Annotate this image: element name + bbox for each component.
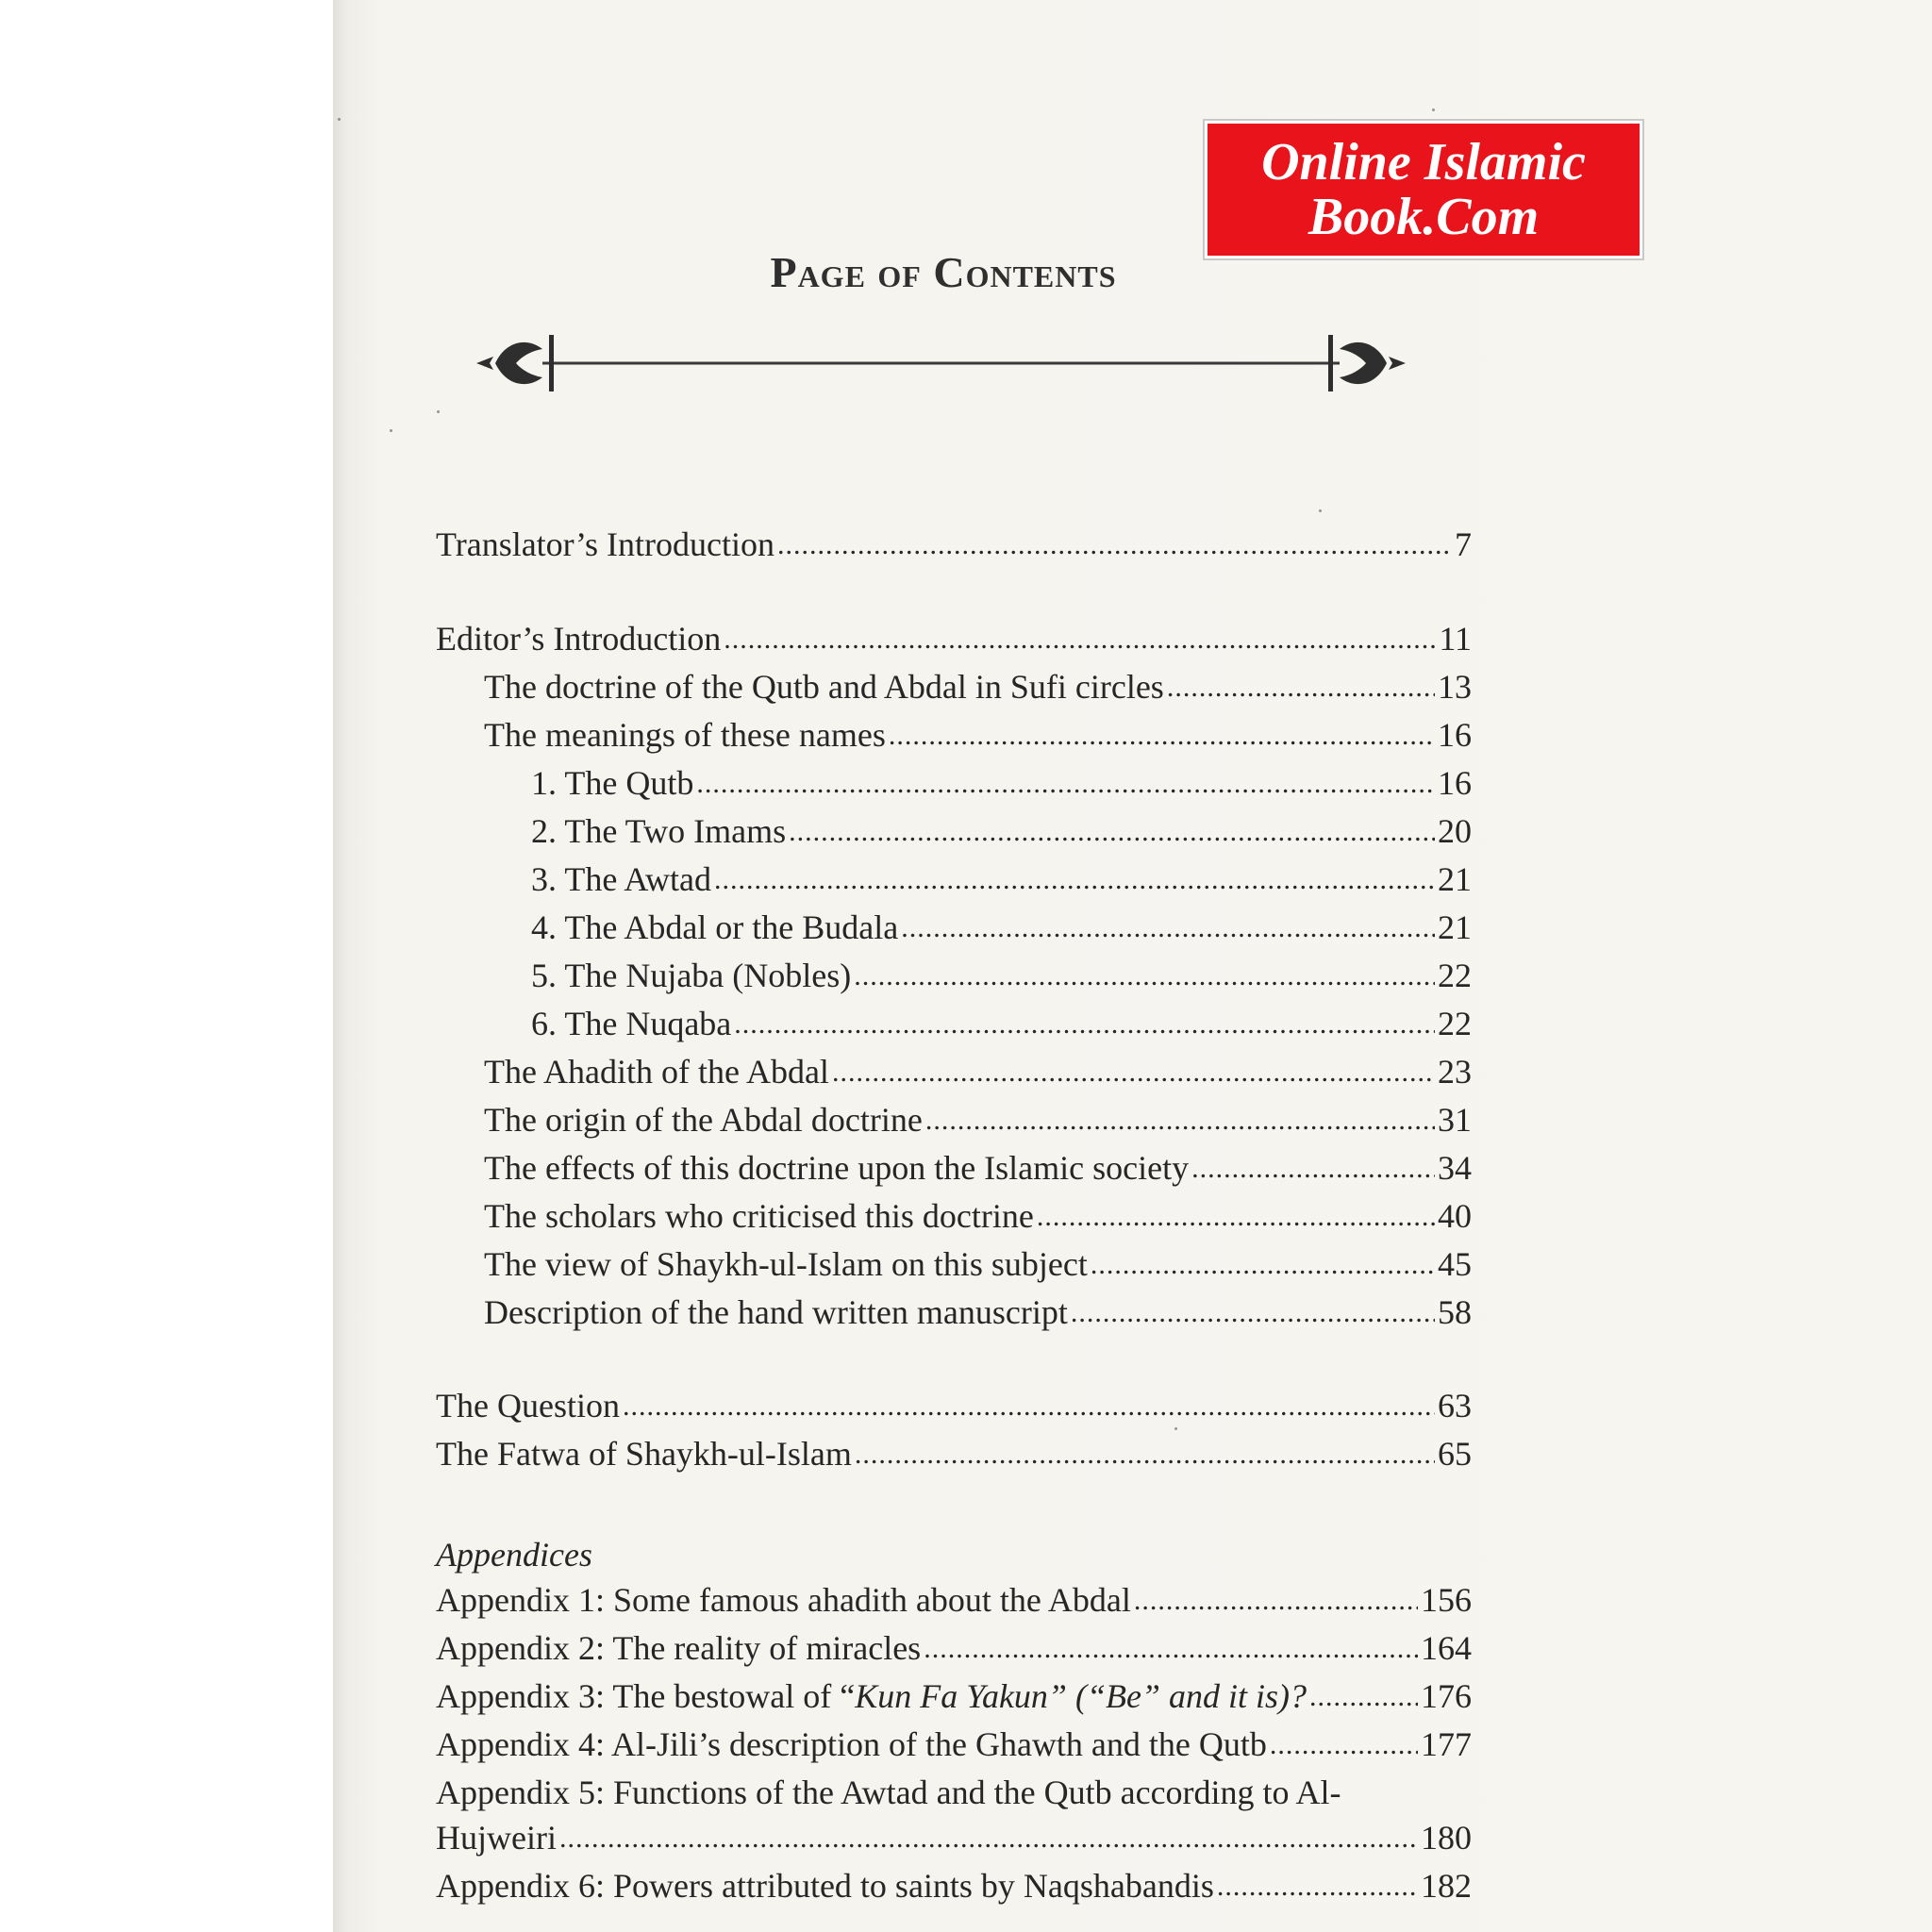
page-number: 45 xyxy=(1438,1245,1472,1283)
right-flourish-icon xyxy=(1328,335,1406,391)
dot-leader xyxy=(889,710,1435,758)
page-number: 22 xyxy=(1438,1005,1472,1042)
toc-entry-the-fatwa[interactable]: The Fatwa of Shaykh-ul-Islam ..... 65 xyxy=(436,1431,1472,1479)
dot-leader xyxy=(854,951,1435,999)
left-margin xyxy=(0,0,333,1932)
toc-entry-appendix-6[interactable]: Appendix 6: Powers attributed to saints by Naqshabandis ..... 182 xyxy=(436,1863,1472,1911)
page-number: 156 xyxy=(1421,1581,1472,1619)
speck xyxy=(390,429,392,432)
page-number: 176 xyxy=(1421,1677,1472,1715)
dot-leader xyxy=(1217,1861,1418,1909)
toc-entry-appendix-3[interactable] xyxy=(436,1674,1472,1722)
page-number: 40 xyxy=(1438,1197,1472,1235)
toc-entry-nuqaba[interactable]: 6. The Nuqaba ..... 22 xyxy=(436,1001,1472,1049)
speck xyxy=(437,410,440,413)
toc-entry-appendix-1[interactable]: Appendix 1: Some famous ahadith about the Abdal ..... 156 xyxy=(436,1577,1472,1625)
toc-entry-translators-introduction[interactable]: Translator’s Introduction ..... 7 xyxy=(436,522,1472,570)
appendices-heading: Appendices xyxy=(436,1536,592,1574)
dot-leader xyxy=(777,520,1452,568)
toc-entry-manuscript-description[interactable]: Description of the hand written manuscript ..... 58 xyxy=(436,1290,1472,1338)
dot-leader xyxy=(1071,1288,1435,1336)
page-title: Page of Contents xyxy=(770,248,1117,296)
dot-leader xyxy=(623,1381,1435,1429)
dot-leader xyxy=(1270,1720,1418,1768)
dot-leader xyxy=(1091,1240,1435,1288)
dot-leader xyxy=(1167,662,1435,710)
toc-entry-view-shaykh-ul-islam[interactable]: The view of Shaykh-ul-Islam on this subject ..... 45 xyxy=(436,1241,1472,1290)
page-number: 182 xyxy=(1421,1867,1472,1905)
table-of-contents xyxy=(436,522,1472,1911)
speck xyxy=(1432,108,1435,111)
page-number: 16 xyxy=(1438,764,1472,802)
toc-entry-appendix-5-line-1[interactable]: Appendix 5: Functions of the Awtad and the Qutb according to Al- xyxy=(436,1774,1341,1811)
toc-entry-ahadith-of-abdal[interactable]: The Ahadith of the Abdal ..... 23 xyxy=(436,1049,1472,1097)
page-number: 58 xyxy=(1438,1293,1472,1331)
page-number: 22 xyxy=(1438,957,1472,994)
toc-entry-qutb[interactable]: 1. The Qutb ..... 16 xyxy=(436,760,1472,808)
page-number: 21 xyxy=(1438,908,1472,946)
dot-leader xyxy=(832,1047,1435,1095)
toc-entry-origin-abdal-doctrine[interactable]: The origin of the Abdal doctrine ..... 31 xyxy=(436,1097,1472,1145)
page-number: 23 xyxy=(1438,1053,1472,1091)
page-number: 65 xyxy=(1438,1435,1472,1473)
dot-leader xyxy=(789,807,1435,855)
toc-entry-editors-introduction[interactable]: Editor’s Introduction ..... 11 xyxy=(436,616,1472,664)
page-number: 177 xyxy=(1421,1725,1472,1763)
page-number: 7 xyxy=(1455,525,1472,563)
dot-leader xyxy=(925,1095,1435,1143)
page-number: 164 xyxy=(1421,1629,1472,1667)
dot-leader xyxy=(724,614,1436,662)
page-number: 180 xyxy=(1421,1819,1472,1857)
appendix-3-italic-title: Kun Fa Yakun” (“Be” and it is)? xyxy=(855,1677,1307,1715)
page-number: 11 xyxy=(1439,620,1472,658)
toc-entry-nujaba[interactable]: 5. The Nujaba (Nobles) ..... 22 xyxy=(436,953,1472,1001)
left-flourish-icon xyxy=(476,335,554,391)
page-number: 21 xyxy=(1438,860,1472,898)
watermark-logo xyxy=(1205,121,1642,258)
toc-entry-the-question[interactable]: The Question ..... 63 xyxy=(436,1383,1472,1431)
logo-line-2: Book.Com xyxy=(1307,188,1540,246)
page-number: 63 xyxy=(1438,1387,1472,1424)
page-number: 13 xyxy=(1438,668,1472,706)
toc-entry-two-imams[interactable]: 2. The Two Imams ..... 20 xyxy=(436,808,1472,857)
dot-leader xyxy=(734,999,1435,1047)
speck xyxy=(338,118,341,121)
appendix-3-prefix: Appendix 3: The bestowal of “ xyxy=(436,1677,856,1715)
toc-entry-appendix-4[interactable]: Appendix 4: Al-Jili’s description of the Ghawth and the Qutb ..... 177 xyxy=(436,1722,1472,1770)
dot-leader xyxy=(855,1429,1435,1477)
dot-leader xyxy=(924,1624,1418,1672)
page-number: 31 xyxy=(1438,1101,1472,1139)
toc-entry-meanings-of-names[interactable]: The meanings of these names ..... 16 xyxy=(436,712,1472,760)
toc-entry-effects-of-doctrine[interactable]: The effects of this doctrine upon the Islamic society ..... 34 xyxy=(436,1145,1472,1193)
logo-line-1: Online Islamic xyxy=(1261,133,1586,192)
dot-leader xyxy=(714,855,1435,903)
dot-leader xyxy=(1309,1672,1418,1720)
dot-leader xyxy=(696,758,1435,807)
page-number: 20 xyxy=(1438,812,1472,850)
toc-entry-scholars-criticised[interactable]: The scholars who criticised this doctrine ..... 40 xyxy=(436,1193,1472,1241)
page-number: 16 xyxy=(1438,716,1472,754)
dot-leader xyxy=(1134,1575,1418,1624)
ornamental-divider xyxy=(476,330,1406,396)
toc-entry-appendix-5[interactable]: Hujweiri ..... 180 xyxy=(436,1815,1472,1863)
toc-entry-awtad[interactable]: 3. The Awtad ..... 21 xyxy=(436,857,1472,905)
dot-leader xyxy=(1191,1143,1435,1191)
dot-leader xyxy=(1037,1191,1435,1240)
dot-leader xyxy=(901,903,1435,951)
toc-entry-appendix-2[interactable]: Appendix 2: The reality of miracles ..... 164 xyxy=(436,1625,1472,1674)
toc-entry-abdal-budala[interactable]: 4. The Abdal or the Budala ..... 21 xyxy=(436,905,1472,953)
dot-leader xyxy=(559,1813,1418,1861)
speck xyxy=(1319,509,1322,512)
toc-entry-doctrine-qutb-abdal[interactable]: The doctrine of the Qutb and Abdal in Sufi circles ..... 13 xyxy=(436,664,1472,712)
page-number: 34 xyxy=(1438,1149,1472,1187)
